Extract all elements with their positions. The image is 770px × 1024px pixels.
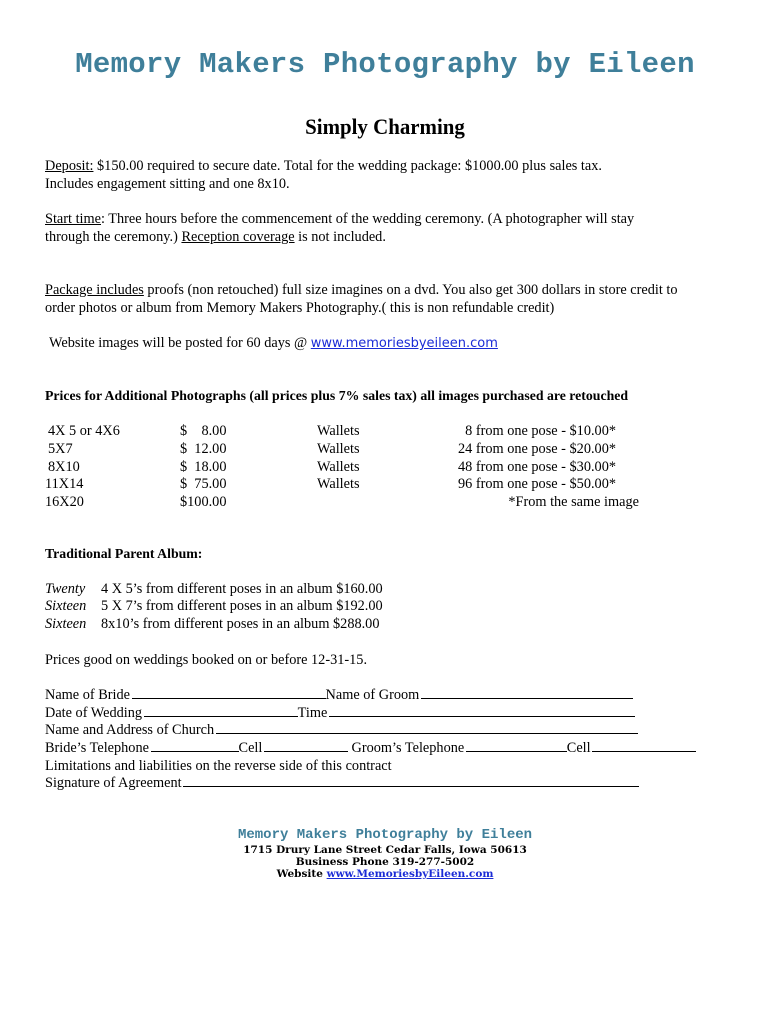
album-qty: Sixteen bbox=[45, 598, 87, 614]
wallet-label: Wallets bbox=[317, 476, 360, 492]
footer-website bbox=[0, 868, 770, 881]
amount-cell: $ 75.00 bbox=[180, 476, 227, 492]
package-line-1 bbox=[45, 281, 678, 299]
footer-title: Memory Makers Photography by Eileen bbox=[237, 827, 533, 843]
telephone-row bbox=[45, 739, 696, 757]
wallet-note: *From the same image bbox=[508, 494, 639, 510]
package-name: Simply Charming bbox=[305, 114, 465, 139]
bride-tel-field[interactable] bbox=[151, 739, 239, 752]
amount-cell: $ 8.00 bbox=[180, 423, 227, 439]
bride-tel-label: Bride’s Telephone bbox=[45, 740, 149, 756]
wallet-price: 8 from one pose - $10.00* bbox=[465, 423, 616, 439]
groom-tel-field[interactable] bbox=[466, 739, 567, 752]
footer-website-link[interactable]: www.MemoriesbyEileen.com bbox=[326, 868, 494, 880]
date-row bbox=[45, 704, 635, 722]
groom-label: Name of Groom bbox=[325, 687, 420, 703]
wallet-price: 48 from one pose - $30.00* bbox=[457, 459, 616, 475]
reception-label: Reception coverage bbox=[181, 229, 295, 245]
wallet-label: Wallets bbox=[317, 459, 360, 475]
start-line-2 bbox=[45, 228, 386, 246]
website-link[interactable]: www.memoriesbyeileen.com bbox=[310, 336, 498, 351]
page-title: Memory Makers Photography by Eileen bbox=[75, 48, 695, 81]
album-desc: 8x10’s from different poses in an album $288.00 bbox=[101, 616, 380, 632]
start-text-2a: through the ceremony.) bbox=[45, 229, 182, 245]
limitations-note: Limitations and liabilities on the reverse side of this contract bbox=[45, 758, 392, 774]
signature-label: Signature of Agreement bbox=[45, 775, 182, 791]
start-line-1 bbox=[45, 210, 634, 228]
amount-cell: $100.00 bbox=[180, 494, 227, 510]
groom-cell-label: Cell bbox=[566, 740, 591, 756]
wallet-price: 24 from one pose - $20.00* bbox=[457, 441, 616, 457]
deposit-label: Deposit: bbox=[45, 158, 94, 174]
wedding-date-field[interactable] bbox=[144, 704, 298, 717]
time-field[interactable] bbox=[329, 704, 635, 717]
album-heading: Traditional Parent Album: bbox=[45, 546, 203, 561]
signature-row bbox=[45, 774, 639, 792]
bride-cell-label: Cell bbox=[238, 740, 263, 756]
church-row bbox=[45, 721, 638, 739]
groom-cell-field[interactable] bbox=[592, 739, 696, 752]
prices-heading: Prices for Additional Photographs (all prices plus 7% sales tax) all images purchased are retouched bbox=[45, 388, 629, 403]
size-cell: 5X7 bbox=[48, 441, 73, 457]
footer-phone: Business Phone 319-277-5002 bbox=[295, 856, 475, 868]
album-qty: Twenty bbox=[45, 581, 86, 597]
signature-field[interactable] bbox=[183, 774, 639, 787]
start-label: Start time bbox=[45, 211, 101, 227]
bride-name-field[interactable] bbox=[132, 686, 326, 699]
church-label: Name and Address of Church bbox=[45, 722, 215, 738]
size-cell: 8X10 bbox=[48, 459, 80, 475]
footer-address: 1715 Drury Lane Street Cedar Falls, Iowa 50613 bbox=[243, 844, 527, 856]
size-cell: 4X 5 or 4X6 bbox=[48, 423, 120, 439]
wallet-label: Wallets bbox=[317, 441, 360, 457]
package-line-2: order photos or album from Memory Makers Photography.( this is non refundable credit) bbox=[45, 300, 555, 316]
bride-label: Name of Bride bbox=[45, 687, 130, 703]
date-label: Date of Wedding bbox=[45, 705, 143, 721]
groom-name-field[interactable] bbox=[421, 686, 633, 699]
deposit-text: $150.00 required to secure date. Total for the wedding package: $1000.00 plus sales tax. bbox=[93, 158, 602, 174]
start-text: : Three hours before the commencement of the wedding ceremony. (A photographer will stay bbox=[101, 211, 635, 227]
church-field[interactable] bbox=[216, 721, 638, 734]
package-text: proofs (non retouched) full size imagines on a dvd. You also get 300 dollars in store credit to bbox=[143, 282, 678, 298]
amount-cell: $ 18.00 bbox=[180, 459, 227, 475]
start-text-2b: is not included. bbox=[294, 229, 386, 245]
size-cell: 11X14 bbox=[45, 476, 84, 492]
groom-tel-label: Groom’s Telephone bbox=[351, 740, 465, 756]
valid-date-note: Prices good on weddings booked on or before 12-31-15. bbox=[45, 652, 368, 668]
album-desc: 5 X 7’s from different poses in an album $192.00 bbox=[101, 598, 383, 614]
album-qty: Sixteen bbox=[45, 616, 87, 632]
website-line bbox=[49, 334, 498, 353]
bride-row bbox=[45, 686, 633, 704]
website-text: Website images will be posted for 60 days @ bbox=[49, 335, 311, 351]
bride-cell-field[interactable] bbox=[264, 739, 348, 752]
package-label: Package includes bbox=[45, 282, 144, 298]
album-desc: 4 X 5’s from different poses in an album $160.00 bbox=[101, 581, 383, 597]
footer-website-label: Website bbox=[276, 868, 327, 880]
time-label: Time bbox=[297, 705, 328, 721]
size-cell: 16X20 bbox=[45, 494, 84, 510]
amount-cell: $ 12.00 bbox=[180, 441, 227, 457]
deposit-line-1 bbox=[45, 157, 602, 175]
wallet-price: 96 from one pose - $50.00* bbox=[457, 476, 616, 492]
deposit-line-2: Includes engagement sitting and one 8x10. bbox=[45, 176, 290, 192]
wallet-label: Wallets bbox=[317, 423, 360, 439]
